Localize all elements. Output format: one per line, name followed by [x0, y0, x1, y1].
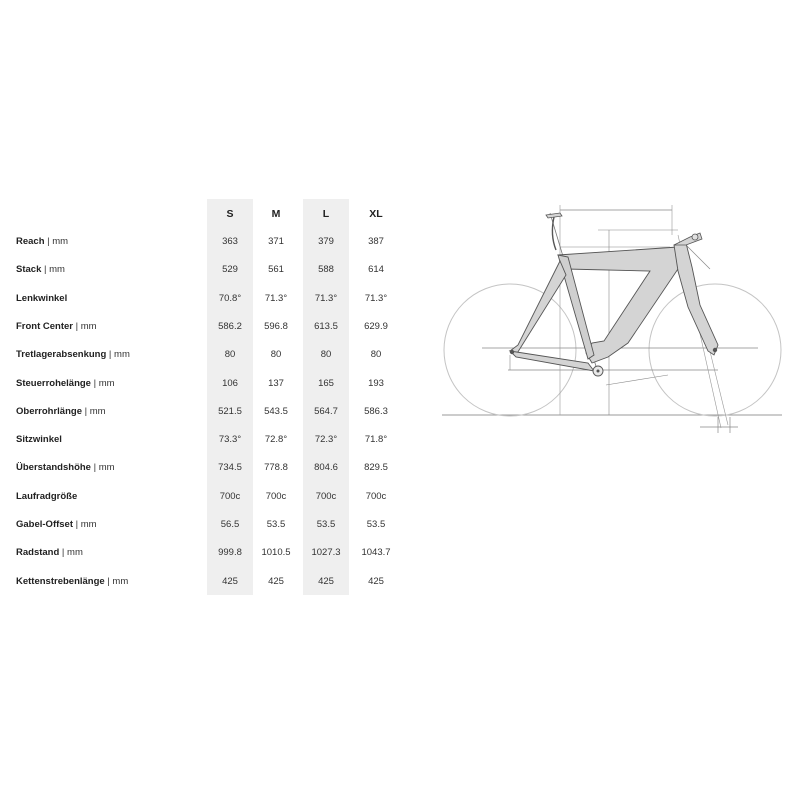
cell-xl: 586.3: [364, 405, 388, 417]
row-label-name: Reach: [16, 236, 45, 247]
rear-axle: [510, 350, 514, 354]
row-label-unit: | mm: [82, 405, 106, 417]
cell-m: 596.8: [264, 320, 288, 332]
geometry-row: [0, 264, 420, 282]
size-header-xl: XL: [369, 208, 383, 220]
row-label: [16, 349, 130, 360]
row-label-name: Gabel-Offset: [16, 519, 74, 530]
row-label: [16, 236, 68, 247]
row-label: [16, 462, 115, 473]
cell-s: 521.5: [218, 405, 242, 417]
front-axle: [713, 348, 717, 352]
row-label-unit: | mm: [90, 462, 115, 474]
row-label-name: Steuerrohelänge: [16, 377, 91, 389]
geometry-row: [0, 378, 420, 396]
cell-xl: 425: [368, 575, 384, 587]
row-label: [16, 576, 128, 587]
size-header-l: L: [322, 208, 330, 220]
cell-l: 613.5: [314, 320, 338, 332]
geometry-row: [0, 547, 420, 565]
row-label-unit: | mm: [44, 236, 69, 247]
cell-m: 72.8°: [264, 434, 288, 446]
row-label-unit: | mm: [106, 349, 130, 361]
cell-m: 371: [268, 236, 284, 247]
geometry-row: [0, 236, 420, 254]
geometry-row: [0, 406, 420, 424]
cell-xl: 629.9: [364, 320, 388, 332]
cell-l: 700c: [315, 490, 337, 502]
geometry-row: [0, 293, 420, 311]
cell-l: 588: [318, 264, 334, 276]
cell-xl: 1043.7: [361, 547, 391, 559]
geometry-row: [0, 349, 420, 367]
row-label-unit: | mm: [41, 264, 65, 276]
bb-center: [597, 370, 600, 373]
row-label-name: Lenkwinkel: [16, 292, 68, 304]
cell-s: 106: [222, 377, 238, 389]
row-label-name: Sitzwinkel: [16, 434, 62, 446]
cell-s: 529: [222, 264, 238, 276]
stem: [674, 233, 702, 245]
row-label-unit: | mm: [104, 575, 129, 587]
row-label: [16, 293, 67, 304]
cell-xl: 53.5: [366, 519, 386, 530]
cell-xl: 80: [370, 349, 382, 361]
cell-xl: 614: [368, 264, 384, 276]
cell-s: 700c: [219, 490, 241, 502]
geometry-row: [0, 519, 420, 537]
cell-l: 53.5: [316, 519, 336, 530]
cell-l: 165: [318, 377, 334, 389]
cell-l: 804.6: [314, 462, 338, 474]
size-header-m: M: [271, 208, 281, 220]
geometry-row: [0, 321, 420, 339]
row-label: [16, 406, 106, 417]
seat-post: [552, 217, 556, 250]
cell-s: 73.3°: [218, 434, 242, 446]
cell-m: 53.5: [266, 519, 286, 530]
cell-s: 80: [224, 349, 236, 361]
row-label: [16, 519, 97, 530]
cell-s: 425: [222, 575, 238, 587]
cell-m: 561: [268, 264, 284, 276]
row-label-unit: | mm: [59, 547, 83, 559]
fork: [674, 243, 718, 355]
row-label-name: Oberrohrlänge: [16, 405, 82, 417]
cell-l: 72.3°: [314, 434, 338, 446]
cell-s: 999.8: [218, 547, 242, 559]
cell-l: 379: [318, 236, 334, 247]
cell-xl: 829.5: [364, 462, 388, 474]
geometry-row: [0, 491, 420, 509]
row-label: [16, 321, 97, 332]
cell-s: 363: [222, 236, 238, 247]
cell-l: 425: [318, 575, 334, 587]
cell-xl: 700c: [365, 490, 387, 502]
cell-l: 1027.3: [311, 547, 341, 559]
cell-s: 70.8°: [218, 292, 242, 304]
cell-s: 56.5: [220, 519, 240, 530]
row-label: [16, 434, 62, 445]
cell-m: 543.5: [264, 405, 288, 417]
row-label-name: Laufradgröße: [16, 490, 78, 502]
row-label-unit: | mm: [73, 320, 97, 332]
chain-stay: [510, 351, 594, 371]
row-label-name: Überstandshöhe: [16, 462, 91, 474]
cell-xl: 193: [368, 377, 384, 389]
cell-xl: 71.3°: [364, 292, 388, 304]
row-label-name: Stack: [16, 264, 42, 276]
handlebar: [692, 234, 698, 240]
cell-m: 137: [268, 377, 284, 389]
size-header-s: S: [226, 208, 234, 220]
row-label-unit: | mm: [73, 519, 97, 530]
cell-m: 425: [268, 575, 284, 587]
bike-geometry-diagram: [438, 195, 790, 435]
cell-m: 1010.5: [261, 547, 291, 559]
row-label-name: Front Center: [16, 320, 73, 332]
cell-m: 778.8: [264, 462, 288, 474]
row-label-name: Radstand: [16, 547, 60, 559]
row-label-unit: | mm: [90, 377, 115, 389]
cell-m: 700c: [265, 490, 287, 502]
geometry-row: [0, 576, 420, 594]
rear-wheel: [444, 284, 576, 416]
cell-s: 734.5: [218, 462, 242, 474]
row-label: [16, 378, 115, 389]
cell-xl: 387: [368, 236, 384, 247]
cell-xl: 71.8°: [364, 434, 388, 446]
cell-s: 586.2: [218, 320, 242, 332]
geometry-row: [0, 462, 420, 480]
row-label: [16, 491, 77, 502]
row-label-name: Tretlagerabsenkung: [16, 349, 107, 361]
geometry-row: [0, 434, 420, 452]
cell-m: 71.3°: [264, 292, 288, 304]
row-label-name: Kettenstrebenlänge: [16, 575, 105, 587]
seat-stay: [510, 261, 566, 355]
cell-l: 71.3°: [314, 292, 338, 304]
row-label: [16, 547, 83, 558]
row-label: [16, 264, 65, 275]
cell-m: 80: [270, 349, 282, 361]
cell-l: 564.7: [314, 405, 338, 417]
cell-l: 80: [320, 349, 332, 361]
